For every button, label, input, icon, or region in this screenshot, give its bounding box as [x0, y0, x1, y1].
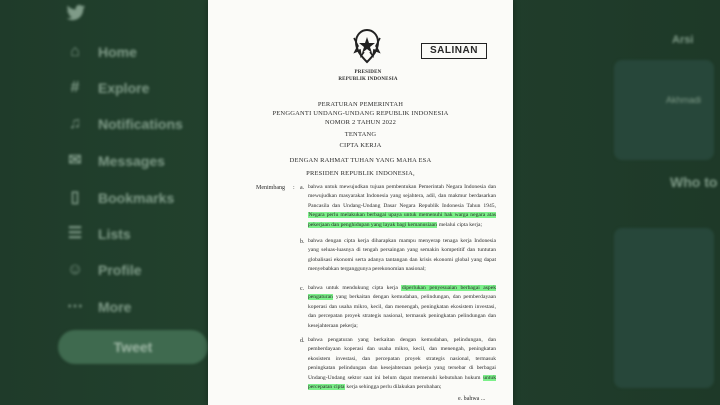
right-top-text: Arsi — [672, 34, 694, 46]
bookmark-icon: ▯ — [70, 189, 80, 206]
clause-c-text: bahwa untuk mendukung cipta kerja diperlukan penyesuaian berbagai aspek pengaturan yang berkaitan dengan kemudahan, pelindungan, dan pemberdayaan koperasi dan usaha mikro, kecil, dan menengah, peningkatan ekosistem investasi, dan percepatan proyek strategis nasional, termasuk peningkatan pelindungan dan kesejahteraan pekerja; — [308, 285, 496, 329]
home-icon: ⌂ — [70, 43, 80, 60]
garuda-emblem-icon — [351, 28, 383, 66]
nav-lists-label: Lists — [98, 226, 131, 242]
nav-profile[interactable] — [66, 258, 142, 282]
doc-title-line: TENTANG — [344, 131, 377, 138]
menimbang-colon: : — [293, 185, 295, 191]
person-icon: ☺ — [66, 261, 84, 278]
who-to-follow-heading: Who to — [670, 174, 718, 190]
doc-title-line: PERATURAN PEMERINTAH — [317, 101, 404, 108]
presiden-label: PRESIDEN — [354, 70, 382, 75]
nav-more[interactable] — [66, 295, 131, 319]
clause-letter: b. — [300, 239, 305, 245]
doc-title-line: NOMOR 2 TAHUN 2022 — [324, 119, 397, 126]
list-icon: ☰ — [67, 225, 83, 242]
rahmat-line: DENGAN RAHMAT TUHAN YANG MAHA ESA — [289, 157, 432, 164]
more-icon: ⋯ — [67, 298, 83, 315]
clause-d-text: bahwa pengaturan yang berkaitan dengan kemudahan, pelindungan, dan pemberdayaan koperasi dan usaha mikro, kecil, dan menengah, peningkatan ekosistem investasi, dan percepatan proyek strategis nasional, termasuk peningkatan pelindungan dan kesejahteraan pekerja yang tersebar di berbagai Undang-Undang sektor saat ini belum dapat memenuhi kebutuhan hukum untuk percepatan cipta kerja sehingga perlu dilakukan perubahan; — [308, 337, 496, 391]
nav-bookmarks[interactable] — [66, 186, 174, 210]
nav-messages[interactable] — [66, 149, 165, 173]
salinan-stamp: SALINAN — [421, 43, 487, 59]
nav-home[interactable] — [66, 40, 137, 64]
tweet-button[interactable]: Tweet — [58, 330, 208, 364]
highlight: diperlukan penyesuaian berbagai aspek pengaturan — [308, 285, 496, 301]
clause-letter: c. — [300, 286, 305, 292]
clause-a-text: bahwa untuk mewujudkan tujuan pembentukan Pemerintah Negara Indonesia dan mewujudkan masyarakat Indonesia yang sejahtera, adil, dan makmur berdasarkan Pancasila dan Undang-Undang Dasar Negara Republik Indonesia Tahun 1945, Negara perlu melakukan berbagai upaya untuk memenuhi hak warga negara atas pekerjaan dan penghidupan yang layak bagi kemanusiaan melalui cipta kerja; — [308, 184, 496, 228]
promo-text: Akhmadi — [666, 95, 702, 105]
nav-explore[interactable] — [66, 76, 149, 100]
nav-notifications-label: Notifications — [98, 116, 183, 132]
who-to-follow-card[interactable] — [614, 228, 714, 388]
nav-lists[interactable] — [66, 222, 131, 246]
nav-more-label: More — [98, 299, 132, 315]
clause-letter: d. — [300, 338, 305, 344]
doc-title-line: CIPTA KERJA — [339, 142, 382, 149]
envelope-icon: ✉ — [68, 152, 82, 169]
bell-icon: ♫ — [69, 115, 81, 132]
nav-profile-label: Profile — [98, 262, 142, 278]
nav-explore-label: Explore — [98, 80, 150, 96]
highlight: untuk percepatan cipta — [308, 374, 496, 391]
clause-b-text: bahwa dengan cipta kerja diharapkan mampu menyerap tenaga kerja Indonesia yang seluas-luasnya di tengah persaingan yang semakin kompetitif dan tuntutan globalisasi ekonomi serta adanya tantangan dan krisis ekonomi global yang dapat menyebabkan terganggunya perekonomian nasional; — [308, 238, 496, 273]
right-column — [600, 0, 720, 405]
hashtag-icon: # — [70, 79, 80, 96]
bird-logo-icon[interactable] — [66, 4, 86, 22]
republik-label: REPUBLIK INDONESIA — [338, 77, 398, 82]
nav-messages-label: Messages — [98, 153, 165, 169]
next-clause-marker: e. bahwa ... — [458, 396, 486, 402]
clause-letter: a. — [300, 185, 305, 191]
menimbang-label: Menimbang — [256, 185, 285, 191]
trend-card[interactable] — [614, 60, 714, 160]
document-page — [208, 0, 513, 405]
highlight: Negara perlu melakukan berbagai upaya untuk memenuhi hak warga negara atas pekerjaan dan penghidupan yang layak bagi kemanusiaan — [308, 212, 496, 228]
nav-bookmarks-label: Bookmarks — [98, 190, 175, 206]
presiden-ri-line: PRESIDEN REPUBLIK INDONESIA, — [306, 170, 415, 177]
nav-notifications[interactable] — [66, 112, 183, 136]
doc-title-line: PENGGANTI UNDANG-UNDANG REPUBLIK INDONESIA — [272, 110, 449, 117]
nav-home-label: Home — [98, 44, 137, 60]
